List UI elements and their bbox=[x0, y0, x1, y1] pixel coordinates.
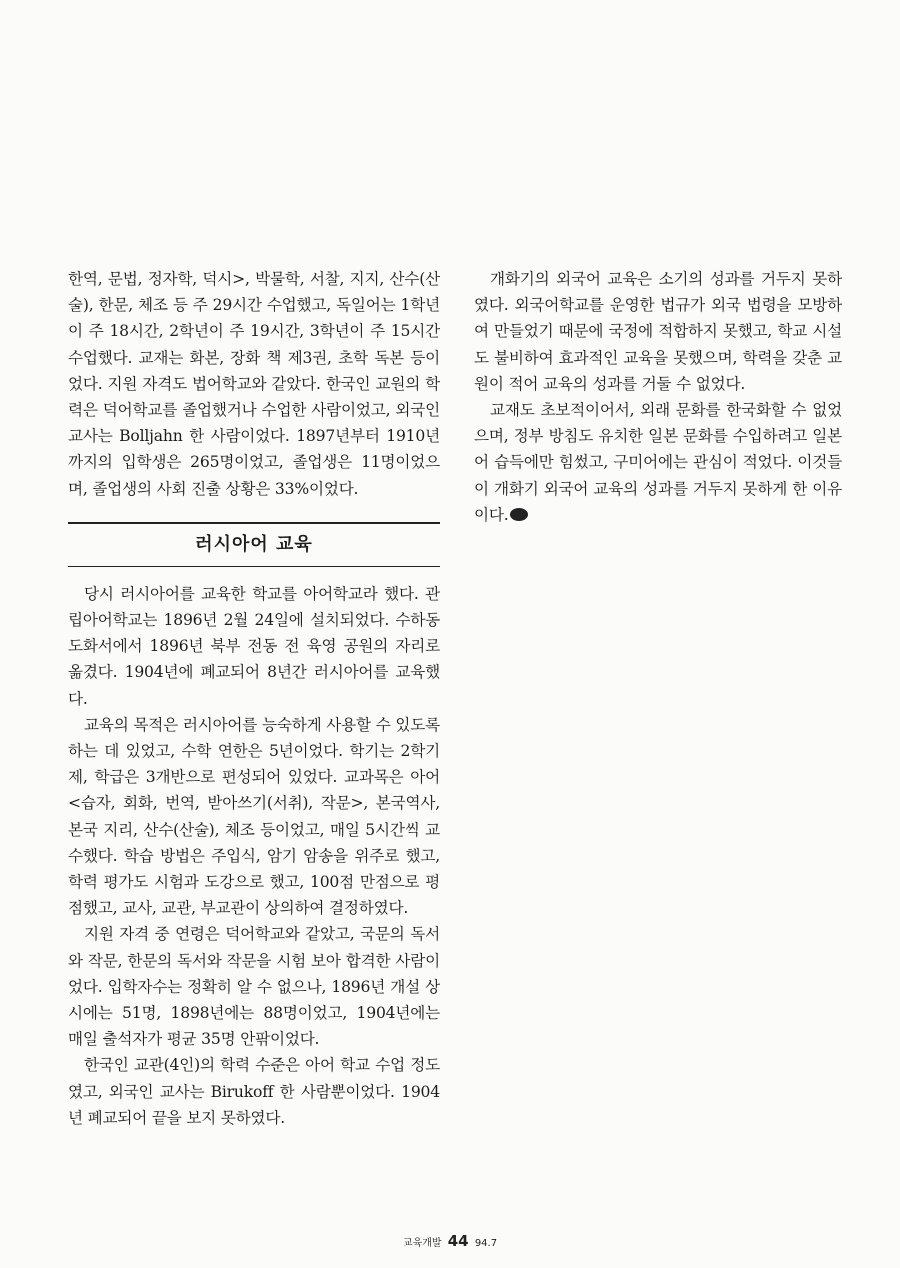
body-paragraph bbox=[474, 397, 842, 528]
body-paragraph: 한국인 교관(4인)의 학력 수준은 아어 학교 수업 정도였고, 외국인 교사는 Birukoff 한 사람뿐이었다. 1904년 폐교되어 끝을 보지 못하였다. bbox=[68, 1056, 440, 1127]
body-paragraph: 개화기의 외국어 교육은 소기의 성과를 거두지 못하였다. 외국어학교를 운영한 법규가 외국 법령을 모방하여 만들었기 때문에 국정에 적합하지 못했고, 학교 시설도 불비하여 효과적인 교육을 못했으며, 학력을 갖춘 교원이 적어 교육의 성과를 거둘 수 없었다. bbox=[474, 270, 842, 393]
footer-publication: 교육개발 bbox=[402, 1238, 442, 1249]
section-heading: 러시아어 교육 bbox=[68, 522, 440, 567]
end-mark-icon bbox=[510, 508, 528, 521]
body-paragraph: 교육의 목적은 러시아어를 능숙하게 사용할 수 있도록 하는 데 있었고, 수학 연한은 5년이었다. 학기는 2학기제, 학급은 3개반으로 편성되어 있었다. 교과목은 아어<습자, 회화, 번역, 받아쓰기(서취), 작문>, 본국역사, 본국 지리, 산수(산술), 체조 등이었고, 매일 5시간씩 교수했다. 학습 방법은 주입식, 암기 암송을 위주로 했고, 학력 평가도 시험과 도강으로 했고, 100점 만점으로 평점했고, 교사, 교관, 부교관이 상의하여 결정하였다. bbox=[68, 715, 440, 918]
body-paragraph: 당시 러시아어를 교육한 학교를 아어학교라 했다. 관립아어학교는 1896년 2월 24일에 설치되었다. 수하동 도화서에서 1896년 북부 전동 전 육영 공원의 자리로 옮겼다. 1904년에 폐교되어 8년간 러시아어를 교육했다. bbox=[68, 584, 440, 708]
left-column bbox=[68, 266, 440, 1131]
footer-issue: 94.7 bbox=[474, 1238, 498, 1249]
closing-paragraph-text: 교재도 초보적이어서, 외래 문화를 한국화할 수 없었으며, 정부 방침도 유치한 일본 문화를 수입하려고 일본어 습득에만 힘썼고, 구미어에는 관심이 적었다. 이것들이 개화기 외국어 교육의 성과를 거두지 못하게 한 이유이다. bbox=[474, 401, 842, 524]
intro-paragraph: 한역, 문법, 정자학, 덕시>, 박물학, 서찰, 지지, 산수(산술), 한문, 체조 등 주 29시간 수업했고, 독일어는 1학년이 주 18시간, 2학년이 주 19시간, 3학년이 주 15시간 수업했다. 교재는 화본, 장화 책 제3권, 초학 독본 등이었다. 지원 자격도 법어학교와 같았다. 한국인 교원의 학력은 덕어학교를 졸업했거나 수업한 사람이었고, 외국인 교사는 Bolljahn 한 사람이었다. 1897년부터 1910년까지의 입학생은 265명이었고, 졸업생은 11명이었으며, 졸업생의 사회 진출 상황은 33%이었다. bbox=[68, 270, 440, 498]
page-number: 44 bbox=[447, 1232, 469, 1250]
body-paragraph: 지원 자격 중 연령은 덕어학교와 같았고, 국문의 독서와 작문, 한문의 독서와 작문을 시험 보아 합격한 사람이었다. 입학자수는 정확히 알 수 없으나, 1896년 개설 상시에는 51명, 1898년에는 88명이었고, 1904년에는 매일 출석자가 평균 35명 안팎이었다. bbox=[68, 925, 440, 1049]
page-footer bbox=[0, 1232, 900, 1250]
right-column bbox=[474, 266, 842, 528]
